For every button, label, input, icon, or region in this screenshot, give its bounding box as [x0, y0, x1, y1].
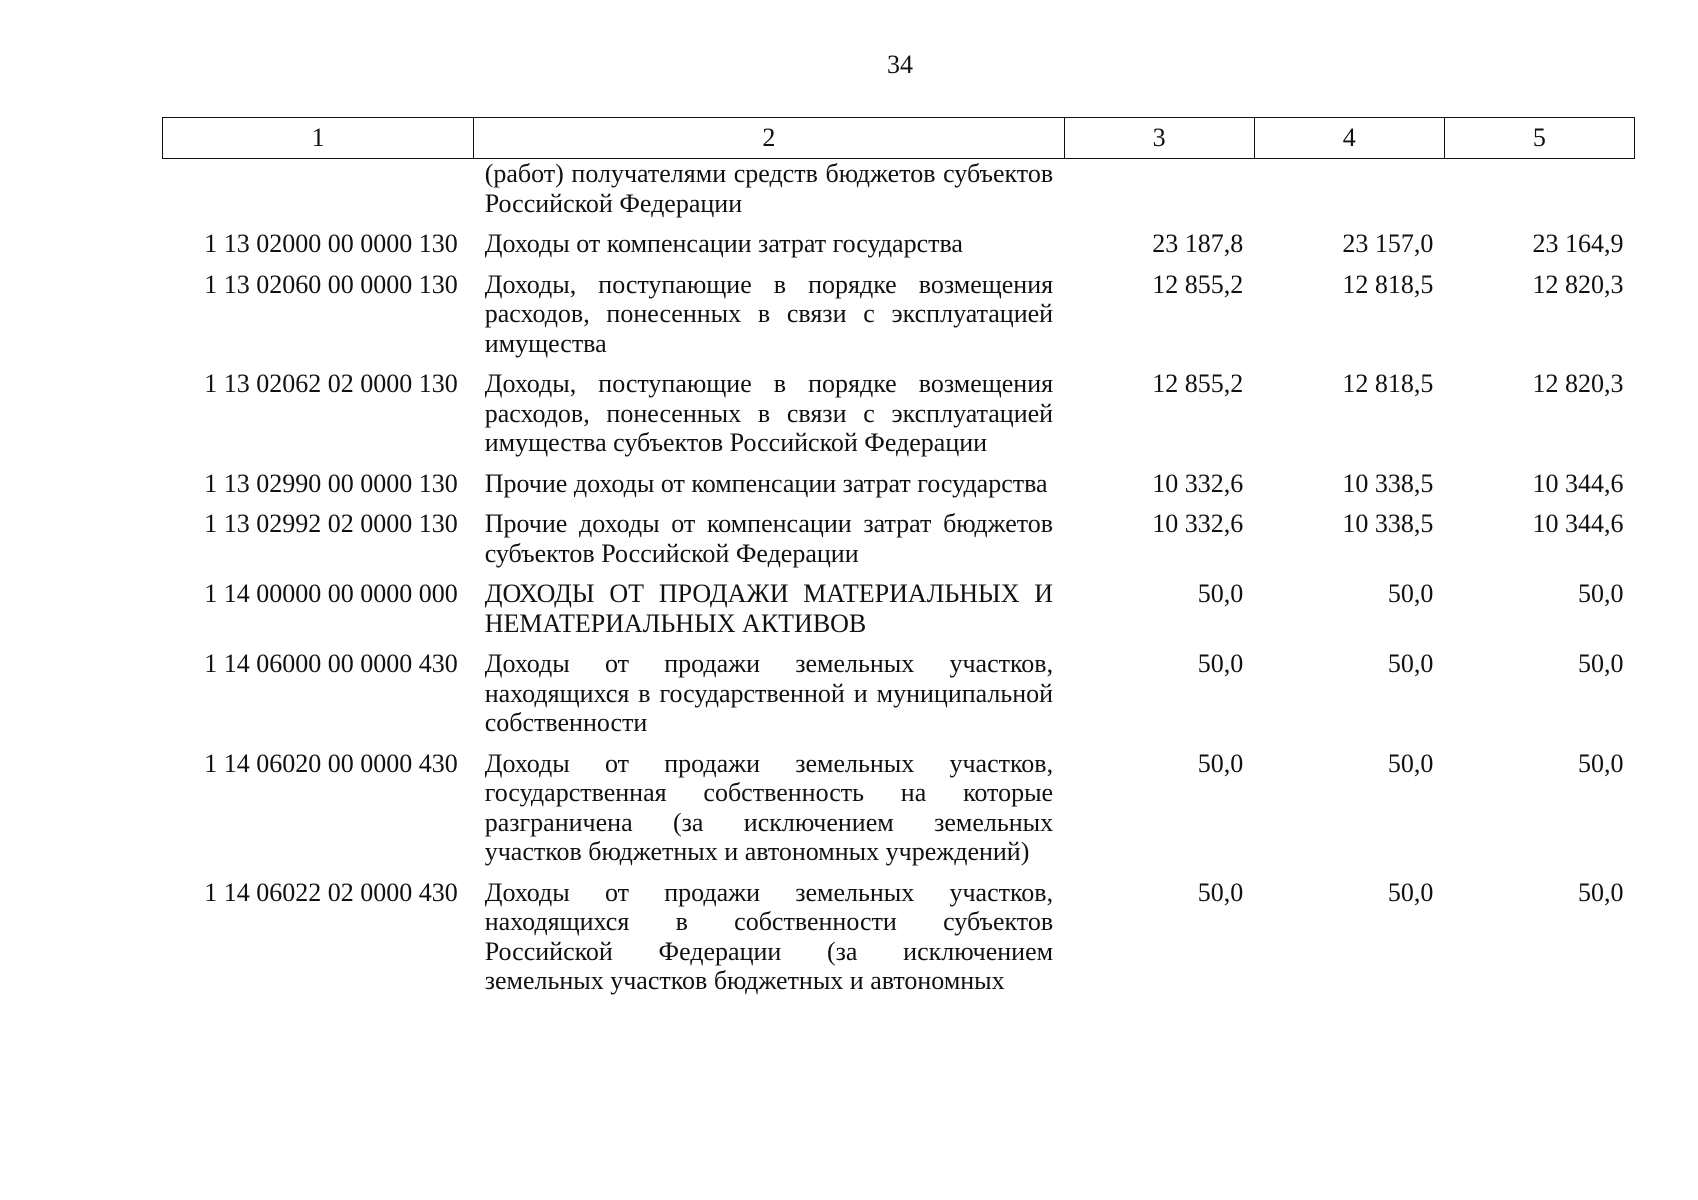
- row-value-col4: 10 338,5: [1342, 468, 1434, 498]
- table-row: [163, 579, 1635, 649]
- header-col-2: 2: [474, 118, 1064, 159]
- row-name: Доходы от продажи земельных участков, государственная собственность на которые разграничена (за исключением земельных участков бюджетных и автономных учреждений): [484, 748, 1054, 866]
- row-value-col5: 23 164,9: [1532, 229, 1624, 258]
- table-row: [163, 229, 1635, 270]
- header-col-3: 3: [1064, 118, 1254, 159]
- row-name: Доходы от компенсации затрат государства: [484, 229, 963, 258]
- table-header: [163, 118, 1635, 159]
- row-value-col5: 50,0: [1578, 579, 1624, 608]
- row-code: 1 14 00000 00 0000 000: [204, 579, 458, 608]
- row-code: 1 14 06020 00 0000 430: [204, 748, 458, 778]
- row-value-col3: 50,0: [1197, 748, 1244, 778]
- row-code: 1 13 02060 00 0000 130: [204, 269, 458, 299]
- row-value-col5: 50,0: [1578, 649, 1624, 678]
- row-value-col5: 12 820,3: [1532, 269, 1624, 299]
- table-body: [163, 159, 1635, 1007]
- row-value-col5: 10 344,6: [1532, 509, 1624, 538]
- row-value-col5: 50,0: [1578, 748, 1624, 778]
- row-name: Прочие доходы от компенсации затрат бюджетов субъектов Российской Федерации: [484, 509, 1054, 568]
- row-value-col4: 50,0: [1387, 748, 1434, 778]
- table-row: [163, 749, 1635, 878]
- header-col-5: 5: [1444, 118, 1634, 159]
- row-value-col5: 12 820,3: [1532, 369, 1624, 398]
- header-col-1: 1: [163, 118, 474, 159]
- row-code: 1 14 06022 02 0000 430: [204, 877, 458, 907]
- row-value-col4: 23 157,0: [1342, 229, 1434, 258]
- row-code: 1 13 02992 02 0000 130: [204, 509, 458, 538]
- row-value-col3: 10 332,6: [1152, 509, 1244, 538]
- row-value-col3: 50,0: [1197, 579, 1244, 608]
- row-code: [163, 159, 474, 230]
- row-name: Доходы, поступающие в порядке возмещения расходов, понесенных в связи с эксплуатацией имущества: [484, 269, 1054, 358]
- row-value-col4: 12 818,5: [1342, 269, 1434, 299]
- table-row: [163, 509, 1635, 579]
- row-value-col5: 50,0: [1578, 877, 1624, 907]
- row-value-col3: 23 187,8: [1152, 229, 1244, 258]
- row-code: 1 13 02062 02 0000 130: [204, 369, 458, 398]
- row-value-col4: 10 338,5: [1342, 509, 1434, 538]
- row-value-col4: 50,0: [1387, 877, 1434, 907]
- row-code: 1 14 06000 00 0000 430: [204, 649, 458, 678]
- table-row: [163, 649, 1635, 749]
- row-value-col3: 12 855,2: [1152, 369, 1244, 398]
- continuation-text: (работ) получателями средств бюджетов субъектов Российской Федерации: [484, 159, 1054, 218]
- budget-revenue-table: [162, 117, 1635, 1007]
- row-code: 1 13 02990 00 0000 130: [204, 468, 458, 498]
- row-value-col4: 50,0: [1387, 579, 1434, 608]
- row-value-col5: 10 344,6: [1532, 468, 1624, 498]
- row-name: Доходы, поступающие в порядке возмещения расходов, понесенных в связи с эксплуатацией имущества субъектов Российской Федерации: [484, 369, 1054, 457]
- table-row: [163, 369, 1635, 469]
- header-row: [163, 118, 1635, 159]
- row-value-col4: 50,0: [1387, 649, 1434, 678]
- row-name: ДОХОДЫ ОТ ПРОДАЖИ МАТЕРИАЛЬНЫХ И НЕМАТЕРИАЛЬНЫХ АКТИВОВ: [484, 579, 1054, 638]
- row-name: Доходы от продажи земельных участков, находящихся в собственности субъектов Российской Федерации (за исключением земельных участков бюджетных и автономных: [484, 877, 1054, 995]
- row-name: Доходы от продажи земельных участков, находящихся в государственной и муниципальной собственности: [484, 649, 1054, 737]
- row-value-col3: 50,0: [1197, 649, 1244, 678]
- row-value-col3: 12 855,2: [1152, 269, 1244, 299]
- row-name: Прочие доходы от компенсации затрат государства: [484, 468, 1048, 498]
- continuation-row: [163, 159, 1635, 230]
- table-row: [163, 469, 1635, 510]
- page-number: 34: [887, 50, 913, 79]
- row-code: 1 13 02000 00 0000 130: [204, 229, 458, 258]
- row-value-col3: 10 332,6: [1152, 468, 1244, 498]
- table-row: [163, 878, 1635, 1007]
- row-value-col4: 12 818,5: [1342, 369, 1434, 398]
- table-row: [163, 270, 1635, 370]
- header-col-4: 4: [1254, 118, 1444, 159]
- row-value-col3: 50,0: [1197, 877, 1244, 907]
